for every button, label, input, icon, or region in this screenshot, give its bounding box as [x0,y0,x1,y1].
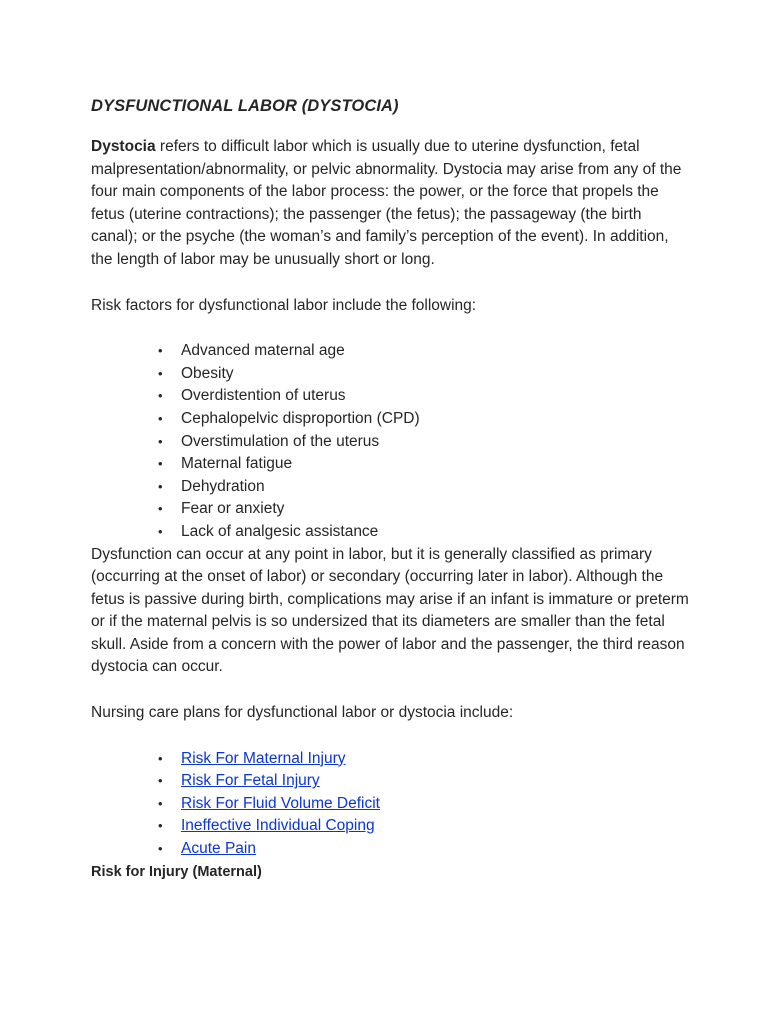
list-item [91,385,691,408]
care-plan-list [91,748,691,861]
list-item [91,363,691,386]
list-item [91,340,691,363]
list-item [91,431,691,454]
care-plan-link-fluid-volume-deficit[interactable]: Risk For Fluid Volume Deficit [181,794,380,812]
list-item-text: Dehydration [181,477,265,495]
bullet-icon: • [158,818,163,834]
bullet-icon: • [158,388,163,404]
list-item [91,408,691,431]
section-heading: Risk for Injury (Maternal) [91,863,262,880]
intro-paragraph [91,136,691,272]
list-item [91,815,691,838]
bullet-icon: • [158,456,163,472]
intro-text: refers to difficult labor which is usually due to uterine dysfunction, fetal malpresentation/abnormality, or pelvic abnormality. Dystocia may arise from any of the four main components of the labor process: the power, or the force that propels the fetus (uterine contractions); the passenger (the fetus); the passageway (the birth canal); or the psyche (the woman’s and family’s perception of the event). In addition, the length of labor may be unusually short or long. [91,138,682,268]
document-title: DYSFUNCTIONAL LABOR (DYSTOCIA) [91,97,399,115]
list-item-text: Fear or anxiety [181,500,285,518]
list-item [91,770,691,793]
list-item [91,838,691,861]
list-item [91,793,691,816]
bullet-icon: • [158,523,163,539]
bullet-icon: • [158,501,163,517]
list-item-text: Maternal fatigue [181,455,293,473]
bullet-icon: • [158,773,163,789]
intro-term: Dystocia [91,138,156,155]
bullet-icon: • [158,365,163,381]
care-plan-link-ineffective-coping[interactable]: Ineffective Individual Coping [181,817,375,835]
care-plan-link-fetal-injury[interactable]: Risk For Fetal Injury [181,772,320,790]
care-intro: Nursing care plans for dysfunctional labor or dystocia include: [91,704,514,722]
list-item-text: Lack of analgesic assistance [181,522,379,540]
list-item [91,748,691,771]
list-item-text: Overstimulation of the uterus [181,432,380,450]
bullet-icon: • [158,750,163,766]
care-plan-link-maternal-injury[interactable]: Risk For Maternal Injury [181,749,346,767]
list-item-text: Advanced maternal age [181,342,345,360]
list-item [91,453,691,476]
bullet-icon: • [158,478,163,494]
list-item-text: Overdistention of uterus [181,387,346,405]
bullet-icon: • [158,841,163,857]
bullet-icon: • [158,433,163,449]
dysfunction-paragraph: Dysfunction can occur at any point in labor, but it is generally classified as primary (occurring at the onset of labor) or secondary (occurring later in labor). Although the fetus is passive during birth, complications may arise if an infant is immature or preterm or if the maternal pelvis is so undersized that its diameters are smaller than the fetal skull. Aside from a concern with the power of labor and the passenger, the third reason dystocia can occur. [91,545,689,676]
care-plan-link-acute-pain[interactable]: Acute Pain [181,840,256,858]
list-item-text: Obesity [181,364,234,382]
risk-factor-list [91,340,691,543]
bullet-icon: • [158,343,163,359]
risk-intro: Risk factors for dysfunctional labor include the following: [91,296,477,314]
bullet-icon: • [158,410,163,426]
list-item-text: Cephalopelvic disproportion (CPD) [181,409,420,427]
list-item [91,521,691,544]
list-item [91,476,691,499]
bullet-icon: • [158,795,163,811]
list-item [91,498,691,521]
document-body [91,95,691,883]
